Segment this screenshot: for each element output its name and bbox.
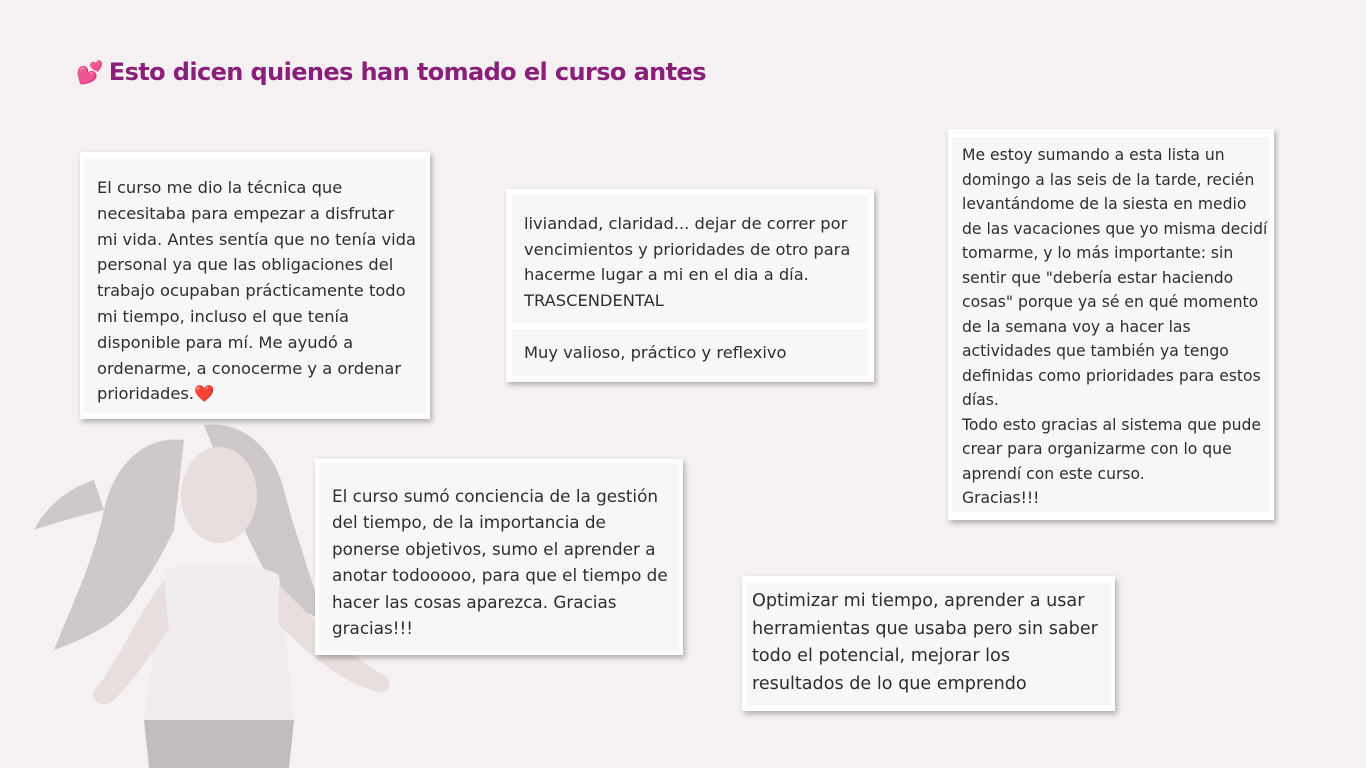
testimonial-text: Gracias!!! [962, 489, 1040, 507]
testimonial-text-box [84, 158, 426, 413]
testimonial-text: El curso me dio la técnica que necesitaba para empezar a disfrutar mi vida. Antes sentía que no tenía vida personal ya que las obligaciones del trabajo ocupaban prácticamente todo mi tiempo, incluso el que tenía disponible para mí. Me ayudó a ordenarme, a conocerme y a ordenar prioridades. [97, 178, 416, 404]
testimonial-text: Muy valioso, práctico y reflexivo [524, 343, 787, 362]
testimonial-card-1 [80, 152, 430, 419]
testimonial-text: Optimizar mi tiempo, aprender a usar herramientas que usaba pero sin saber todo el potencial, mejorar los resultados de lo que emprendo [752, 591, 1098, 694]
testimonial-text: El curso sumó conciencia de la gestión del tiempo, de la importancia de ponerse objetivos, sumo el aprender a anotar todooooo, para que el tiempo de hacer las cosas aparezca. Gracias gracias!!! [332, 486, 668, 639]
testimonial-text: Todo esto gracias al sistema que pude crear para organizarme con lo que aprendí con este curso. [962, 415, 1261, 483]
testimonial-text: liviandad, claridad... dejar de correr por vencimientos y prioridades de otro para hacerme lugar a mi en el dia a día. TRASCENDENTAL [524, 214, 851, 310]
two-hearts-icon: 💕 [76, 61, 103, 86]
testimonial-text-box [512, 329, 868, 376]
red-heart-icon: ❤️ [194, 384, 215, 404]
testimonial-text-box [952, 137, 1270, 512]
testimonial-text: Me estoy sumando a esta lista un domingo a las seis de la tarde, recién levantándome de la siesta en medio de las vacaciones que yo misma decidí tomarme, y lo más importante: sin sentir que "debería estar haciendo cosas" porque ya sé en qué momento de la semana voy a hacer las actividades que también ya tengo definidas como prioridades para estos días. [962, 146, 1268, 409]
page-title-text: Esto dicen quienes han tomado el curso antes [108, 58, 706, 86]
page-title [76, 58, 706, 86]
testimonial-text-box [746, 582, 1111, 705]
testimonial-card-5 [742, 576, 1115, 711]
testimonial-text-box [319, 463, 679, 651]
testimonial-card-2 [506, 189, 874, 382]
testimonial-text-box [512, 195, 868, 323]
testimonial-card-4 [315, 459, 683, 655]
testimonial-card-3 [948, 129, 1274, 520]
